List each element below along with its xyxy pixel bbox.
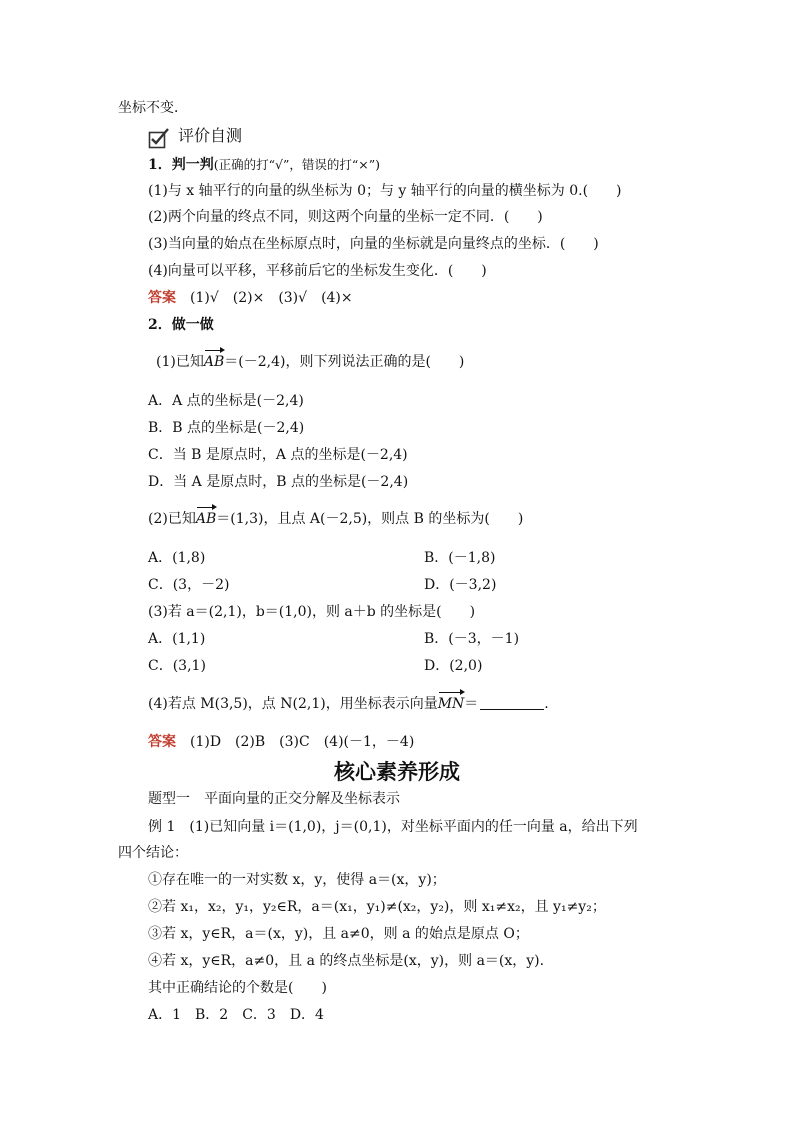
- vector-ab: AB: [203, 354, 225, 370]
- q2-2-option-c: C．(3，－2): [148, 577, 230, 593]
- checkbox-pen-icon: [148, 127, 172, 149]
- vector-ab: AB: [195, 511, 217, 527]
- q2-3-option-d: D．(2,0): [424, 658, 483, 674]
- topic-heading: 题型一 平面向量的正交分解及坐标表示: [148, 791, 400, 807]
- example-line-2: 四个结论：: [118, 845, 188, 861]
- q2-4-stem: [148, 694, 549, 714]
- q1-answer: (1)√ (2)× (3)√ (4)×: [190, 290, 353, 306]
- self-test-heading: 评价自测: [178, 126, 243, 145]
- answer-label: 答案: [148, 734, 176, 750]
- q2-title: 2．做一做: [148, 317, 214, 333]
- q1-item-3: (3)当向量的始点在坐标原点时，向量的坐标就是向量终点的坐标．( ): [148, 236, 599, 252]
- q2-4-end: .: [544, 696, 549, 712]
- q2-answer: (1)D (2)B (3)C (4)(－1，－4): [190, 734, 415, 750]
- answer-label: 答案: [148, 290, 176, 306]
- answer-blank: [480, 695, 544, 710]
- example-item-1: ①存在唯一的一对实数 x，y，使得 a＝(x，y)；: [148, 872, 446, 888]
- q2-4-pre: (4)若点 M(3,5)，点 N(2,1)，用坐标表示向量: [148, 696, 438, 712]
- q2-3-option-b: B．(－3，－1): [424, 631, 520, 647]
- q2-1-option-c: C．当 B 是原点时，A 点的坐标是(－2,4): [148, 447, 408, 463]
- q2-3-option-c: C．(3,1): [148, 658, 206, 674]
- example-question: 其中正确结论的个数是( ): [148, 980, 327, 996]
- q2-2-option-d: D．(－3,2): [424, 577, 497, 593]
- q2-2-option-b: B．(－1,8): [424, 550, 496, 566]
- q2-1-option-b: B．B 点的坐标是(－2,4): [148, 420, 305, 436]
- q1-note: (正确的打“√”，错误的打“×”): [213, 157, 381, 172]
- q2-4-post: ＝: [464, 696, 479, 712]
- q1-title: 1．判一判: [148, 157, 214, 173]
- q1-title-line: [148, 155, 380, 175]
- q2-1-post: ＝(－2,4)，则下列说法正确的是( ): [224, 354, 465, 370]
- example-line-1: 例 1 (1)已知向量 i＝(1,0)，j＝(0,1)，对坐标平面内的任一向量 a，给出下列: [148, 819, 638, 835]
- example-item-2: ②若 x₁，x₂，y₁，y₂∈R，a＝(x₁，y₁)≠(x₂，y₂)，则 x₁≠x₂，且 y₁≠y₂；: [148, 899, 606, 915]
- q2-2-stem: [148, 509, 523, 529]
- q2-1-option-a: A．A 点的坐标是(－2,4): [148, 393, 304, 409]
- q2-2-post: ＝(1,3)，且点 A(－2,5)，则点 B 的坐标为( ): [216, 511, 524, 527]
- q1-item-2: (2)两个向量的终点不同，则这两个向量的坐标一定不同．( ): [148, 209, 543, 225]
- q2-3-stem: (3)若 a＝(2,1)，b＝(1,0)，则 a＋b 的坐标是( ): [148, 604, 476, 620]
- continuation-text: 坐标不变．: [118, 100, 188, 116]
- q2-1-pre: (1)已知: [156, 354, 204, 370]
- q2-1-option-d: D．当 A 是原点时，B 点的坐标是(－2,4): [148, 474, 409, 490]
- section-title: 核心素养形成: [334, 760, 460, 784]
- example-options: A．1 B．2 C．3 D．4: [148, 1007, 324, 1023]
- q1-item-4: (4)向量可以平移，平移前后它的坐标发生变化．( ): [148, 263, 487, 279]
- q1-item-1: (1)与 x 轴平行的向量的纵坐标为 0；与 y 轴平行的向量的横坐标为 0.( ): [148, 183, 622, 199]
- q2-3-option-a: A．(1,1): [148, 631, 206, 647]
- q2-answer-line: [148, 732, 414, 752]
- vector-mn: MN: [437, 696, 465, 712]
- example-item-4: ④若 x，y∈R，a≠0，且 a 的终点坐标是(x，y)，则 a＝(x，y).: [148, 953, 545, 969]
- q2-1-stem: [156, 352, 464, 372]
- q2-2-option-a: A．(1,8): [148, 550, 206, 566]
- example-item-3: ③若 x，y∈R，a＝(x，y)，且 a≠0，则 a 的始点是原点 O；: [148, 926, 529, 942]
- q2-2-pre: (2)已知: [148, 511, 196, 527]
- q1-answer-line: [148, 288, 353, 308]
